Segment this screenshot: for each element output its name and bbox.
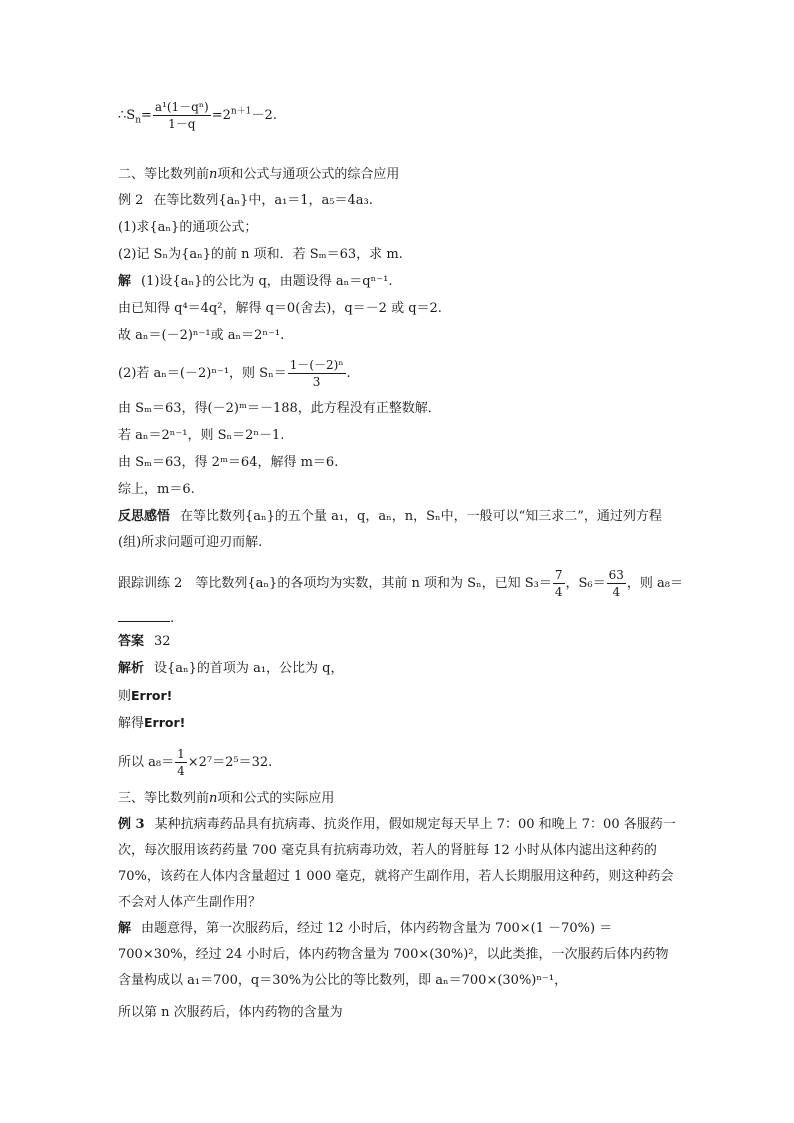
answer-line: 答案 32 [118,634,171,649]
fraction: $\frac{7}{4}$ [554,568,563,599]
reflection-note: 反思感悟 在等比数列{aₙ}的五个量 a₁，q，aₙ，n，Sₙ中，一般可以“知三求二”，通过列方程(组)所求问题可迎刃而解. [118,509,662,550]
analysis-line-4: 所以 a₈＝ $\frac{1}{4}$ ×2⁷＝2⁵＝32. [118,747,273,778]
example-2-question-1: (1)求{aₙ}的通项公式； [118,220,258,235]
solution-step-4: (2)若 aₙ＝(－2)ⁿ⁻¹，则 Sₙ＝ $\frac{\text{1－(－2)ⁿ}}{3}$ . [118,358,351,389]
solution-step-6: 若 aₙ＝2ⁿ⁻¹，则 Sₙ＝2ⁿ－1. [118,428,285,443]
example-3-solution: 解 由题意得，第一次服药后，经过 12 小时后，体内药物含量为 700×(1 －70%) ＝700×30%，经过 24 小时后，体内药物含量为 700×(30%)²，以此类推，一次服药后体内药物含量构成以 a₁＝700，q＝30%为公比的等比数列，即 aₙ＝700×(30%)ⁿ⁻¹， [118,921,669,988]
solution-step-5: 由 Sₘ＝63，得(－2)ᵐ＝－188，此方程没有正整数解． [118,401,441,416]
solution-step-3: 故 aₙ＝(－2)ⁿ⁻¹或 aₙ＝2ⁿ⁻¹. [118,328,285,343]
fraction: $\frac{1}{4}$ [177,747,185,778]
example-3-problem: 例 3 某种抗病毒药品具有抗病毒、抗炎作用，假如规定每天早上 7：00 和晚上 7：00 各服药一次，每次服用该药药量 700 毫克具有抗病毒功效，若人的肾脏每 12 小时从体内滤出这种药的 70%，该药在人体内含量超过 1 000 毫克，就将产生副作用，若人长期服用这种药，则这种药会不会对人体产生副作用？ [118,817,676,910]
solution-step-1: 解 (1)设{aₙ}的公比为 q，由题设得 aₙ＝qⁿ⁻¹. [118,274,393,289]
fraction: $\frac{\text{1－(－2)ⁿ}}{3}$ [289,358,344,389]
analysis-line-2: 则Error! [118,688,173,704]
answer-blank-line: . [118,607,174,628]
solution-step-8: 综上，m＝6. [118,482,195,497]
solution-step-7: 由 Sₘ＝63，得 2ᵐ＝64，解得 m＝6. [118,455,339,470]
section-heading-2: 二、等比数列前n项和公式与通项公式的综合应用 [118,167,400,182]
section-heading-3: 三、等比数列前n项和公式的实际应用 [118,791,335,806]
analysis-line-1: 解析 设{aₙ}的首项为 a₁，公比为 q， [118,661,344,676]
solution-step-2: 由已知得 q⁴＝4q²，解得 q＝0(舍去)，q＝－2 或 q＝2. [118,301,442,316]
formula-sum-result: $\therefore S_n=$ $\frac{\text{a¹(1－qⁿ)}}{1-q}$ $=2^{n+1}-2$. [118,100,277,131]
answer-blank [118,607,170,622]
example-2-question-2: (2)记 Sₙ为{aₙ}的前 n 项和．若 Sₘ＝63，求 m. [118,247,403,262]
fraction: $\frac{\text{a¹(1－qⁿ)}}{1-q}$ [154,100,209,131]
example-3-solution-last: 所以第 n 次服药后，体内药物的含量为 [118,1005,343,1020]
fraction: $\frac{63}{4}$ [608,568,624,599]
analysis-line-3: 解得Error! [118,715,186,731]
example-2-stem: 例 2 在等比数列{aₙ}中，a₁＝1，a₅＝4a₃. [118,193,373,208]
practice-2-question: 跟踪训练 2 等比数列{aₙ}的各项均为实数，其前 n 项和为 Sₙ，已知 S₃＝ $\frac{7}{4}$ ，S₆＝ $\frac{63}{4}$ ，则 a₈＝ [118,568,684,599]
